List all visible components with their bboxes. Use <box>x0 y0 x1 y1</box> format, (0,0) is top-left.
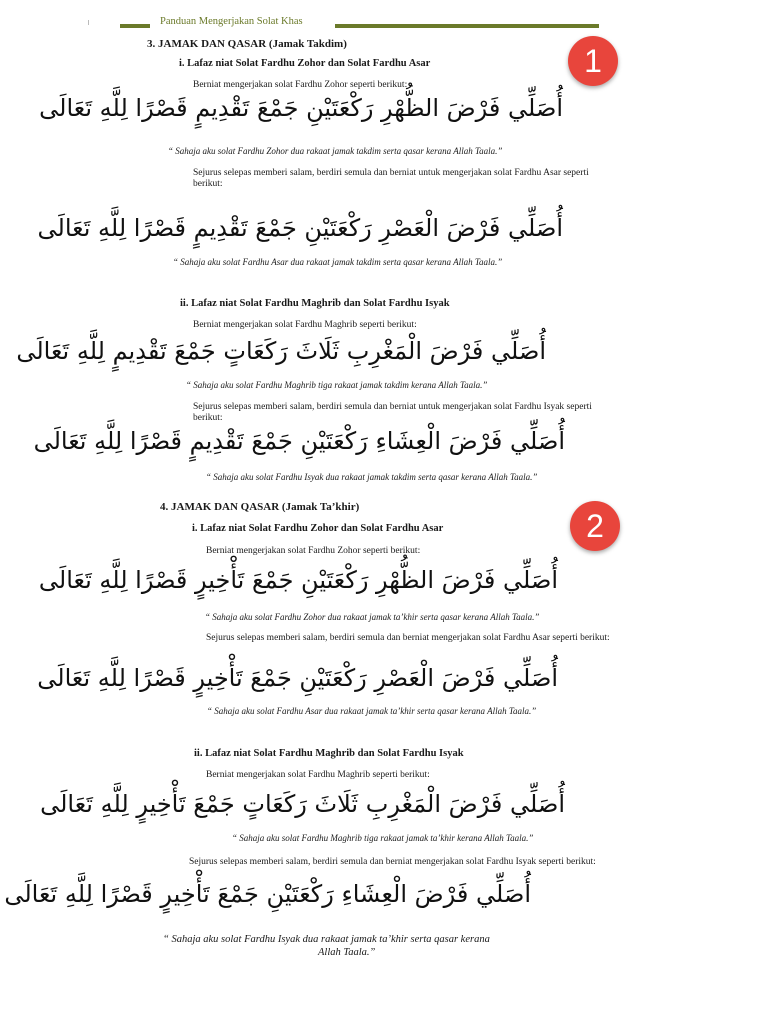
s3-ii-intro-isyak: Sejurus selepas memberi salam, berdiri semula dan berniat untuk mengerjakan solat Fardhu Isyak seperti berikut: <box>193 402 592 423</box>
s3-i-translation-zohor: “ Sahaja aku solat Fardhu Zohor dua rakaat jamak takdim serta qasar kerana Allah Taala.” <box>168 146 503 156</box>
s3-i-intro-zohor: Berniat mengerjakan solat Fardhu Zohor seperti berikut: <box>193 80 408 90</box>
s3-i-arabic-zohor: أُصَلِّي فَرْضَ الظُّهْرِ رَكْعَتَيْنِ جَمْعَ تَقْدِيمٍ قَصْرًا لِلَّهِ تَعَالَى <box>39 94 563 122</box>
section-3-heading: 3. JAMAK DAN QASAR (Jamak Takdim) <box>147 38 347 50</box>
s4-ii-arabic-maghrib: أُصَلِّي فَرْضَ الْمَغْرِبِ ثَلَاثَ رَكَعَاتٍ جَمْعَ تَأْخِيرٍ لِلَّهِ تَعَالَى <box>40 790 565 818</box>
header-rule-right <box>335 24 599 28</box>
s3-ii-heading: ii. Lafaz niat Solat Fardhu Maghrib dan Solat Fardhu Isyak <box>180 298 450 309</box>
s4-ii-translation-maghrib: “ Sahaja aku solat Fardhu Maghrib tiga rakaat jamak ta’khir kerana Allah Taala.” <box>232 833 534 843</box>
s4-i-arabic-asar: أُصَلِّي فَرْضَ الْعَصْرِ رَكْعَتَيْنِ جَمْعَ تَأْخِيرٍ قَصْرًا لِلَّهِ تَعَالَى <box>37 664 558 692</box>
s3-ii-translation-isyak: “ Sahaja aku solat Fardhu Isyak dua rakaat jamak takdim serta qasar kerana Allah Taala.” <box>206 472 538 482</box>
s3-i-heading: i. Lafaz niat Solat Fardhu Zohor dan Solat Fardhu Asar <box>179 58 431 69</box>
s4-i-intro-zohor: Berniat mengerjakan solat Fardhu Zohor seperti berikut: <box>206 546 421 556</box>
header-rule-left <box>120 24 150 28</box>
s4-i-translation-asar: “ Sahaja aku solat Fardhu Asar dua rakaat jamak ta’khir serta qasar kerana Allah Taala.” <box>207 706 537 716</box>
s4-i-intro-asar: Sejurus selepas memberi salam, berdiri semula dan berniat mengerjakan solat Fardhu Asar seperti berikut: <box>206 633 610 643</box>
s4-ii-translation-isyak-line2: Allah Taala.” <box>318 947 376 958</box>
s3-ii-translation-maghrib: “ Sahaja aku solat Fardhu Maghrib tiga rakaat jamak takdim kerana Allah Taala.” <box>186 380 488 390</box>
s4-ii-intro-maghrib: Berniat mengerjakan solat Fardhu Maghrib seperti berikut: <box>206 770 430 780</box>
annotation-badge-2: 2 <box>570 501 620 551</box>
page-edge-mark <box>88 20 89 25</box>
s3-ii-intro-maghrib: Berniat mengerjakan solat Fardhu Maghrib seperti berikut: <box>193 320 417 330</box>
s4-ii-heading: ii. Lafaz niat Solat Fardhu Maghrib dan Solat Fardhu Isyak <box>194 748 464 759</box>
s3-i-translation-asar: “ Sahaja aku solat Fardhu Asar dua rakaat jamak takdim serta qasar kerana Allah Taala.” <box>173 257 503 267</box>
s3-ii-arabic-maghrib: أُصَلِّي فَرْضَ الْمَغْرِبِ ثَلَاثَ رَكَعَاتٍ جَمْعَ تَقْدِيمٍ لِلَّهِ تَعَالَى <box>16 337 546 365</box>
s4-i-heading: i. Lafaz niat Solat Fardhu Zohor dan Solat Fardhu Asar <box>192 523 444 534</box>
s4-ii-arabic-isyak: أُصَلِّي فَرْضَ الْعِشَاءِ رَكْعَتَيْنِ جَمْعَ تَأْخِيرٍ قَصْرًا لِلَّهِ تَعَالَى <box>4 880 531 908</box>
annotation-badge-1: 1 <box>568 36 618 86</box>
s4-ii-translation-isyak-line1: “ Sahaja aku solat Fardhu Isyak dua rakaat jamak ta’khir serta qasar kerana <box>163 934 490 945</box>
section-4-heading: 4. JAMAK DAN QASAR (Jamak Ta’khir) <box>160 501 360 513</box>
header-title: Panduan Mengerjakan Solat Khas <box>160 16 303 27</box>
s3-i-intro-asar: Sejurus selepas memberi salam, berdiri semula dan berniat untuk mengerjakan solat Fardhu Asar seperti berikut: <box>193 168 589 189</box>
s3-ii-arabic-isyak: أُصَلِّي فَرْضَ الْعِشَاءِ رَكْعَتَيْنِ جَمْعَ تَقْدِيمٍ قَصْرًا لِلَّهِ تَعَالَى <box>33 427 565 455</box>
s4-i-translation-zohor: “ Sahaja aku solat Fardhu Zohor dua rakaat jamak ta’khir serta qasar kerana Allah Taala.” <box>205 612 540 622</box>
s4-ii-intro-isyak: Sejurus selepas memberi salam, berdiri semula dan berniat mengerjakan solat Fardhu Isyak seperti berikut: <box>189 857 596 867</box>
s4-i-arabic-zohor: أُصَلِّي فَرْضَ الظُّهْرِ رَكْعَتَيْنِ جَمْعَ تَأْخِيرٍ قَصْرًا لِلَّهِ تَعَالَى <box>38 566 558 594</box>
s3-i-arabic-asar: أُصَلِّي فَرْضَ الْعَصْرِ رَكْعَتَيْنِ جَمْعَ تَقْدِيمٍ قَصْرًا لِلَّهِ تَعَالَى <box>37 214 563 242</box>
